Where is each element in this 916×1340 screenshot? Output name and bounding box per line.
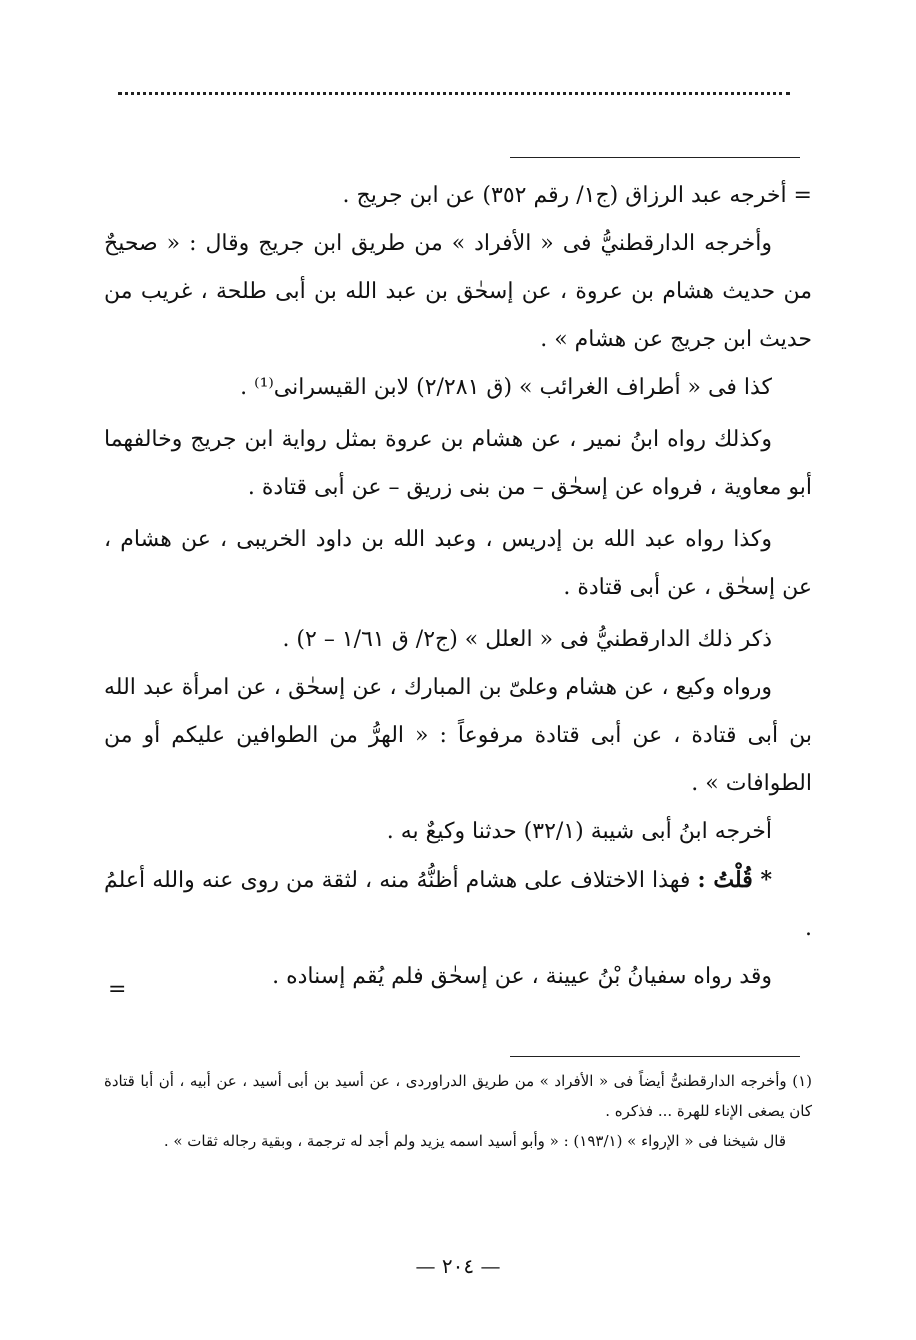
qult-marker: * قُلْتُ : bbox=[697, 867, 772, 893]
paragraph-1: = أخرجه عبد الرزاق (ج١/ رقم ٣٥٢) عن ابن جريج . bbox=[342, 183, 812, 208]
main-text bbox=[104, 172, 812, 1001]
footnote-separator-rule bbox=[510, 1056, 800, 1057]
paragraph-6: ذكر ذلك الدارقطنيُّ فى « العلل » (ج٢/ ق ١/٦١ – ٢) . bbox=[282, 627, 772, 652]
paragraph-10: وقد رواه سفيانُ بْنُ عيينة ، عن إسحٰق فلم يُقم إسناده . bbox=[272, 964, 772, 989]
continuation-mark: = bbox=[108, 977, 127, 1002]
footnotes bbox=[104, 1066, 812, 1156]
paragraph-9 bbox=[104, 856, 812, 953]
paragraph-3: كذا فى « أطراف الغرائب » (ق ٢/٢٨١) لابن القيسرانى⁽¹⁾ . bbox=[240, 375, 772, 400]
top-separator-rule bbox=[510, 157, 800, 158]
paragraph-2: وأخرجه الدارقطنيُّ فى « الأفراد » من طريق ابن جريج وقال : « صحيحٌ من حديث هشام بن عروة ، عن إسحٰق بن عبد الله بن أبى طلحة ، غريب من حديث ابن جريج عن هشام » . bbox=[104, 231, 812, 352]
paragraph-7: ورواه وكيع ، عن هشام وعلىّ بن المبارك ، عن إسحٰق ، عن امرأة عبد الله بن أبى قتادة ، عن أبى قتادة مرفوعاً : « الهرُّ من الطوافين عليكم أو من الطوافات » . bbox=[104, 675, 812, 796]
header-dotted-rule bbox=[118, 92, 790, 101]
paragraph-8: أخرجه ابنُ أبى شيبة (٣٢/١) حدثنا وكيعٌ به . bbox=[386, 819, 772, 844]
paragraph-9-text: فهذا الاختلاف على هشام أظنُّهُ منه ، لثقة من روى عنه والله أعلمُ . bbox=[104, 868, 812, 941]
footnote-1-continued: قال شيخنا فى « الإرواء » (١٩٣/١) : « وأبو أسيد اسمه يزيد ولم أجد له ترجمة ، وبقية رجاله ثقات » . bbox=[163, 1132, 786, 1150]
footnote-1: (١) وأخرجه الدارقطنىُّ أيضاً فى « الأفراد » من طريق الدراوردى ، عن أسيد بن أبى أسيد ، عن أبيه ، أن أبا قتادة كان يصغى الإناء للهرة ... فذكره . bbox=[104, 1072, 812, 1120]
paragraph-4: وكذلك رواه ابنُ نمير ، عن هشام بن عروة بمثل رواية ابن جريج وخالفهما أبو معاوية ، فرواه عن إسحٰق – من بنى زريق – عن أبى قتادة . bbox=[104, 427, 812, 500]
paragraph-5: وكذا رواه عبد الله بن إدريس ، وعبد الله بن داود الخريبى ، عن هشام ، عن إسحٰق ، عن أبى قتادة . bbox=[104, 527, 812, 600]
page-number: — ٢٠٤ — bbox=[415, 1254, 501, 1278]
